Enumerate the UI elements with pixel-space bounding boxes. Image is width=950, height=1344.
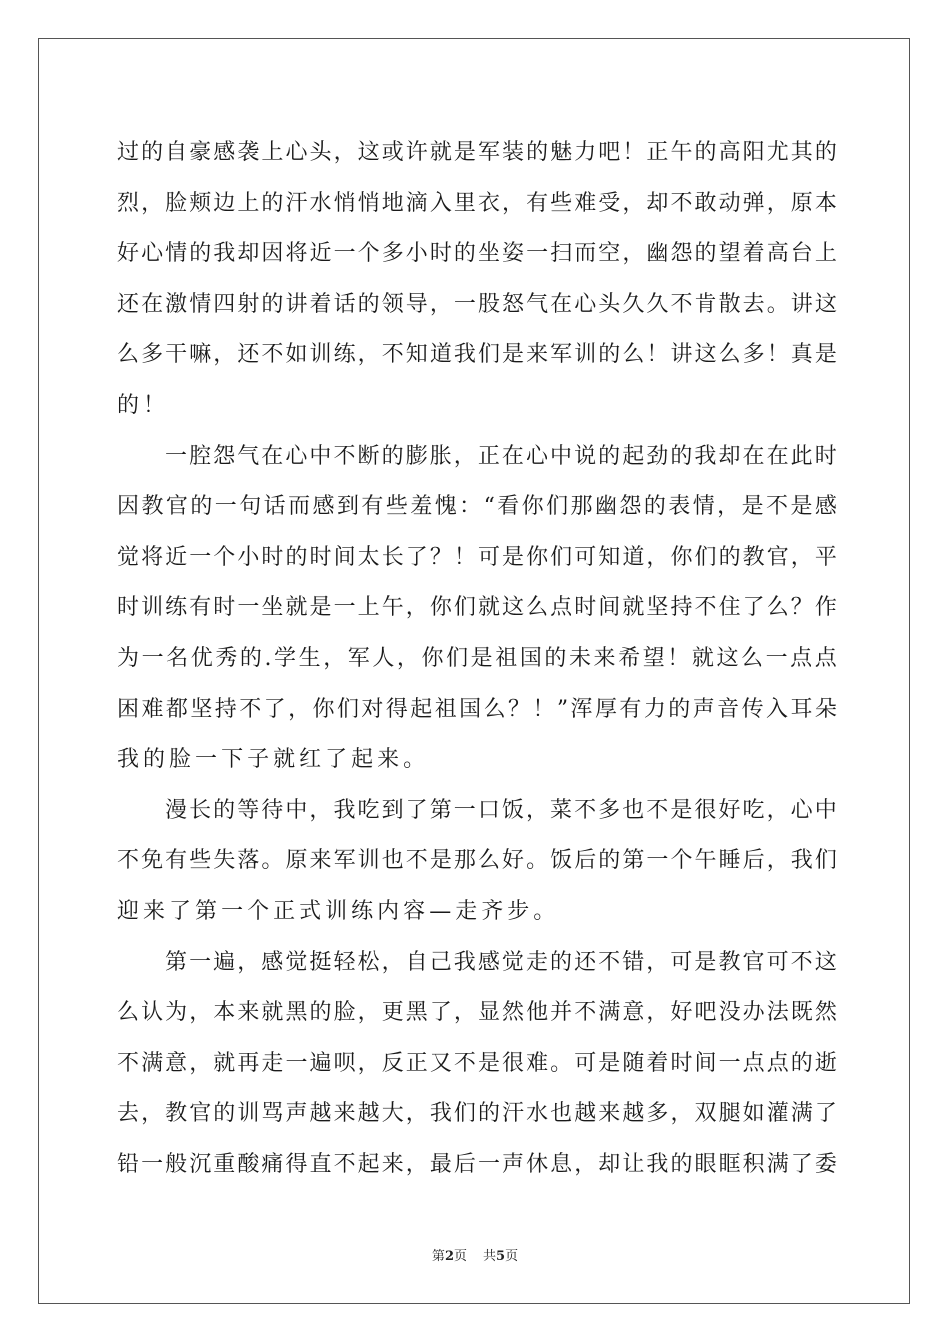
total-prefix: 共: [483, 1249, 497, 1264]
text-line: 过 的 自 豪 感 袭 上 心 头 ， 这 或 许 就 是 军 装 的 魅 力 吧 ！ 正 午 的 高 阳 尤 其 的: [117, 140, 837, 165]
total-suffix: 页: [505, 1249, 519, 1264]
text-line: 一 腔 怨 气 在 心 中 不 断 的 膨 胀 ， 正 在 心 中 说 的 起 劲 的 我 却 在 在 此 时: [165, 443, 837, 469]
total-pages: 5: [496, 1249, 506, 1264]
text-line: 烈 ， 脸 颊 边 上 的 汗 水 悄 悄 地 滴 入 里 衣 ， 有 些 难 受 ， 却 不 敢 动 弹 ， 原 本: [117, 190, 837, 216]
text-line: 迎 来 了 第 一 个 正 式 训 练 内 容 — 走 齐 步 。: [117, 898, 560, 924]
text-line: 铅 一 般 沉 重 酸 痛 得 直 不 起 来 ， 最 后 一 声 休 息 ， 却 让 我 的 眼 眶 积 满 了 委: [117, 1151, 837, 1177]
text-line: 漫 长 的 等 待 中 ， 我 吃 到 了 第 一 口 饭 ， 菜 不 多 也 不 是 很 好 吃 ， 心 中: [165, 797, 837, 823]
text-line: 的 ！: [117, 392, 170, 418]
text-line: 困 难 都 坚 持 不 了 ， 你 们 对 得 起 祖 国 么 ？ ！ ” 浑 厚 有 力 的 声 音 传 入 耳 朵: [117, 696, 837, 722]
text-line: 不 免 有 些 失 落 。 原 来 军 训 也 不 是 那 么 好 。 饭 后 的 第 一 个 午 睡 后 ， 我 们: [117, 848, 837, 874]
document-body: [117, 128, 837, 1190]
text-line: 觉 将 近 一 个 小 时 的 时 间 太 长 了 ？ ！ 可 是 你 们 可 知 道 ， 你 们 的 教 官 ， 平: [117, 544, 837, 570]
text-line: 我 的 脸 一 下 子 就 红 了 起 来 。: [117, 747, 430, 773]
text-line: 因 教 官 的 一 句 话 而 感 到 有 些 羞 愧 ： “ 看 你 们 那 幽 怨 的 表 情 ， 是 不 是 感: [117, 494, 837, 520]
text-line: 第 一 遍 ， 感 觉 挺 轻 松 ， 自 己 我 感 觉 走 的 还 不 错 ， 可 是 教 官 可 不 这: [165, 949, 837, 975]
text-line: 么 认 为 ， 本 来 就 黑 的 脸 ， 更 黑 了 ， 显 然 他 并 不 满 意 ， 好 吧 没 办 法 既 然: [117, 1000, 837, 1026]
text-line: 去 ， 教 官 的 训 骂 声 越 来 越 大 ， 我 们 的 汗 水 也 越 来 越 多 ， 双 腿 如 灌 满 了: [117, 1101, 837, 1127]
text-line: 好 心 情 的 我 却 因 将 近 一 个 多 小 时 的 坐 姿 一 扫 而 空 ， 幽 怨 的 望 着 高 台 上: [117, 241, 837, 267]
page-prefix: 第: [431, 1249, 445, 1264]
page-suffix: 页: [453, 1249, 467, 1264]
page-footer: [0, 1245, 950, 1264]
page-number: 2: [444, 1249, 454, 1264]
text-line: 不 满 意 ， 就 再 走 一 遍 呗 ， 反 正 又 不 是 很 难 。 可 是 随 着 时 间 一 点 点 的 逝: [117, 1050, 837, 1076]
text-line: 时 训 练 有 时 一 坐 就 是 一 上 午 ， 你 们 就 这 么 点 时 间 就 坚 持 不 住 了 么 ？ 作: [117, 595, 837, 621]
text-line: 为 一 名 优 秀 的 . 学 生 ， 军 人 ， 你 们 是 祖 国 的 未 来 希 望 ！ 就 这 么 一 点 点: [117, 645, 837, 671]
text-line: 还 在 激 情 四 射 的 讲 着 话 的 领 导 ， 一 股 怒 气 在 心 头 久 久 不 肯 散 去 。 讲 这: [117, 291, 837, 317]
text-line: 么 多 干 嘛 ， 还 不 如 训 练 ， 不 知 道 我 们 是 来 军 训 的 么 ！ 讲 这 么 多 ！ 真 是: [117, 342, 837, 368]
